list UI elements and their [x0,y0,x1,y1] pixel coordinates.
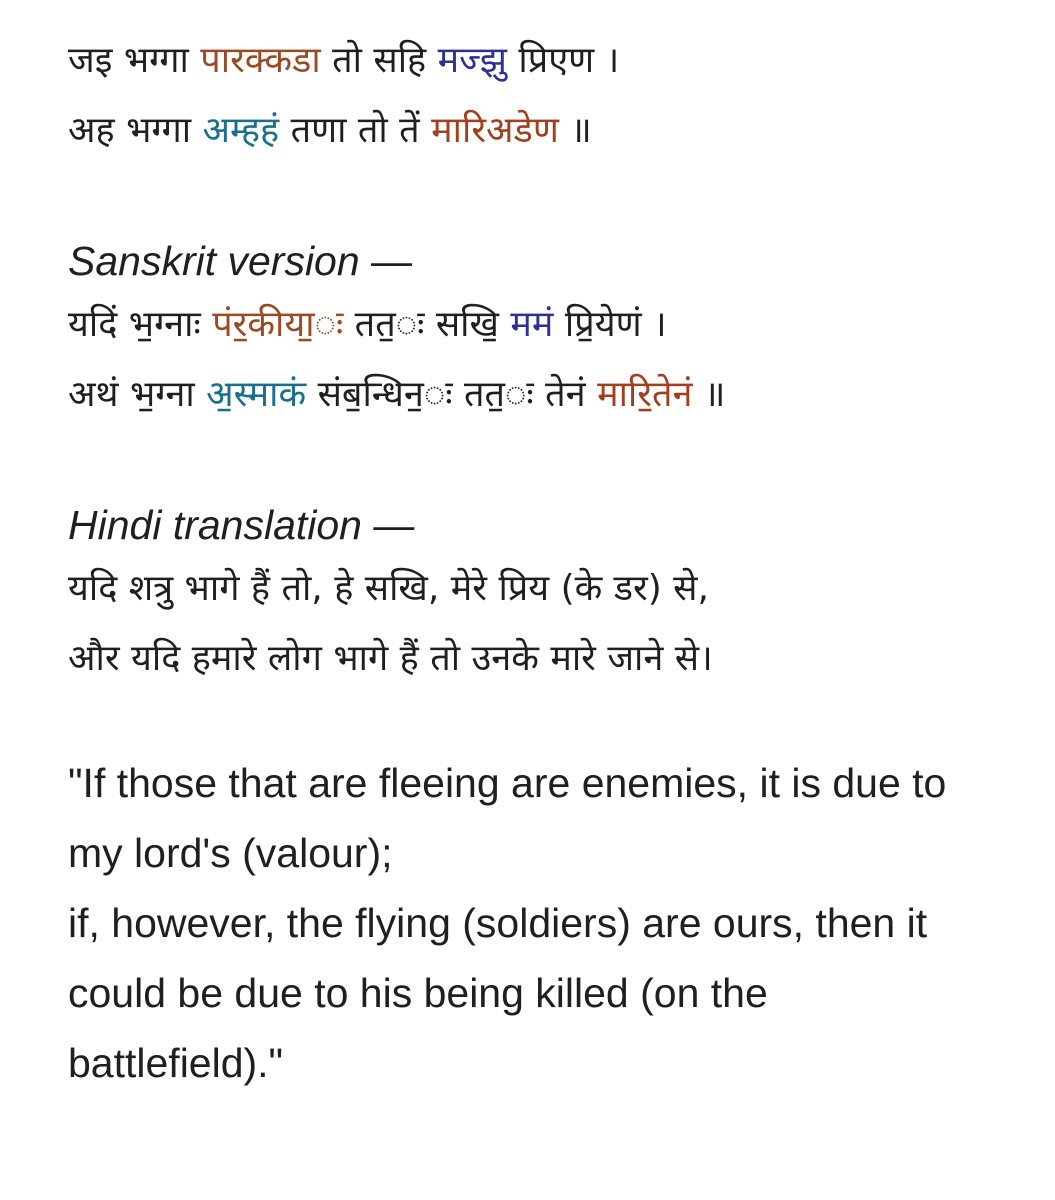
sanskrit-2-seg-4: ॥ [692,374,726,415]
english-translation-part-2: if, however, the flying (soldiers) are ours, then it could be due to his being killed (on the battlefield)." [68,900,928,1086]
sanskrit-word-mama: ममं [510,304,554,345]
sanskrit-line-2 [68,374,1028,416]
prakrit-line-2 [68,110,1028,152]
hindi-heading: Hindi translation — [68,502,415,548]
prakrit-2-seg-4: ॥ [558,110,592,151]
prakrit-1-seg-2: तो सहि [320,40,438,81]
hindi-line-2: और यदि हमारे लोग भागे हैं तो उनके मारे जाने से। [68,638,713,679]
prakrit-word-mariadena: मारिअडेण [431,110,559,151]
sanskrit-1-seg-4: प्रि॒येणं । [553,304,667,345]
sanskrit-2-seg-0: अथं भ॒ग्ना [68,374,207,415]
section-gap [68,708,1028,748]
sanskrit-1-seg-2: तत॒ः सखि॒ [343,304,511,345]
prakrit-word-parakkada: पारक्कडा [200,40,321,81]
sanskrit-2-seg-2: संब॒न्धिन॒ः तत॒ः तेनं [306,374,598,415]
section-gap [68,444,1028,502]
prakrit-word-majjhu: मज्झु [437,40,507,81]
sanskrit-word-parakiyah: पंर॒कीया॒ः [212,304,344,345]
prakrit-1-seg-0: जइ भग्गा [68,40,201,81]
sanskrit-line-1 [68,304,1028,346]
english-translation-part-1: "If those that are fleeing are enemies, it is due to my lord's (valour); [68,760,947,876]
sanskrit-word-maritena: मारि॒तेनं [597,374,693,415]
section-gap [68,180,1028,238]
verse-document [68,40,1028,1098]
sanskrit-1-seg-0: यदिं भ॒ग्नाः [68,304,213,345]
sanskrit-heading: Sanskrit version — [68,238,413,284]
prakrit-2-seg-2: तणा तो तें [279,110,432,151]
prakrit-line-1 [68,40,1028,82]
sanskrit-word-asmakam: अ॒स्माकं [206,374,307,415]
prakrit-1-seg-4: प्रिएण । [506,40,620,81]
prakrit-word-amhaham: अम्हहं [202,110,280,151]
hindi-line-1: यदि शत्रु भागे हैं तो, हे सखि, मेरे प्रिय (के डर) से, [68,568,709,609]
prakrit-2-seg-0: अह भग्गा [68,110,203,151]
